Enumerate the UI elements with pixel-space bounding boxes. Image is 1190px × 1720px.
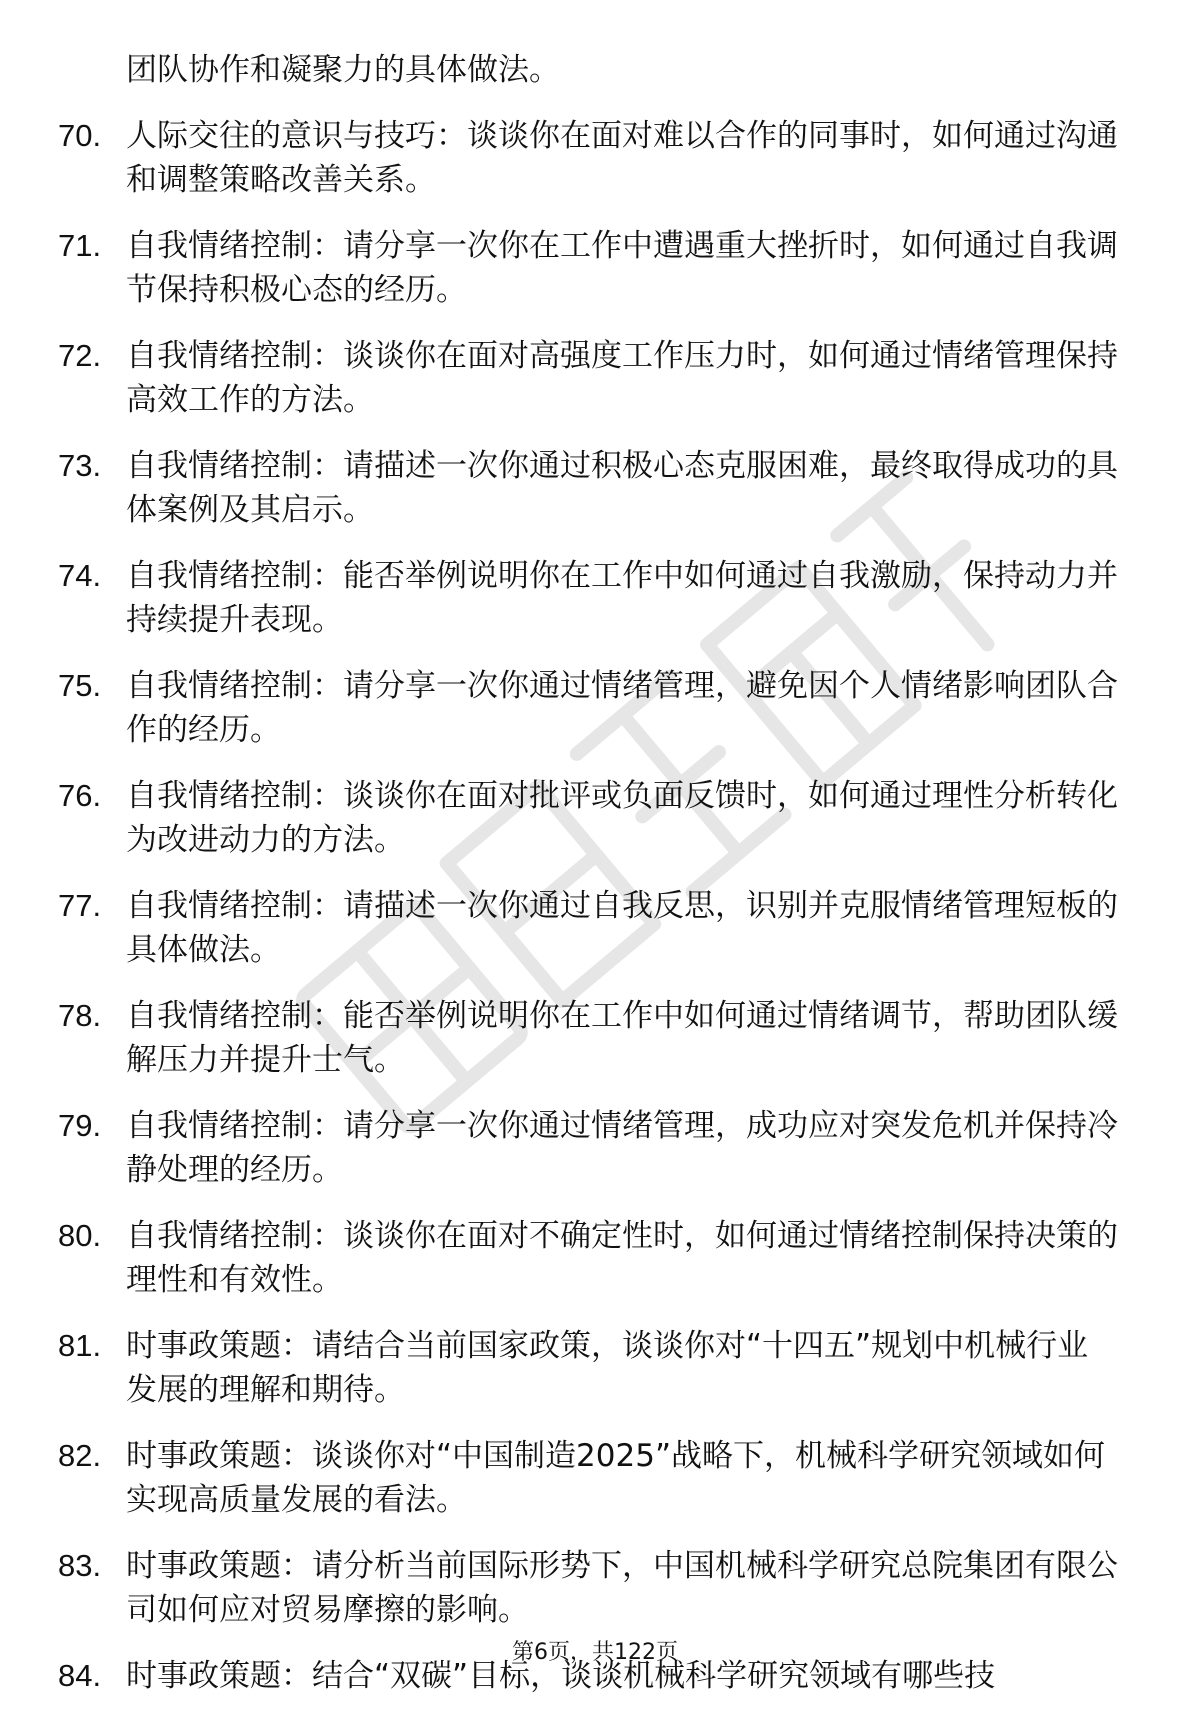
item-text: 自我情绪控制：请描述一次你通过自我反思，识别并克服情绪管理短板的具体做法。 <box>126 888 1118 968</box>
item-text: 自我情绪控制：能否举例说明你在工作中如何通过自我激励，保持动力并持续提升表现。 <box>126 558 1118 638</box>
item-text: 时事政策题：谈谈你对“中国制造2025”战略下，机械科学研究领域如何实现高质量发展的看法。 <box>126 1438 1106 1518</box>
item-text: 自我情绪控制：请分享一次你通过情绪管理，避免因个人情绪影响团队合作的经历。 <box>126 668 1118 748</box>
item-text: 自我情绪控制：能否举例说明你在工作中如何通过情绪调节，帮助团队缓解压力并提升士气。 <box>126 998 1118 1078</box>
item-text: 时事政策题：请结合当前国家政策，谈谈你对“十四五”规划中机械行业发展的理解和期待。 <box>126 1328 1089 1408</box>
list-item <box>58 884 1118 972</box>
item-number: 73. <box>58 448 102 483</box>
list-item <box>58 1324 1118 1412</box>
question-list <box>58 48 1118 1720</box>
item-text: 自我情绪控制：谈谈你在面对批评或负面反馈时，如何通过理性分析转化为改进动力的方法。 <box>126 778 1118 858</box>
page-footer: 第6页，共122页 <box>512 1640 678 1665</box>
item-text: 自我情绪控制：谈谈你在面对不确定性时，如何通过情绪控制保持决策的理性和有效性。 <box>126 1218 1118 1298</box>
list-item <box>58 554 1118 642</box>
item-text: 自我情绪控制：请描述一次你通过积极心态克服困难，最终取得成功的具体案例及其启示。 <box>126 448 1118 528</box>
list-item <box>58 224 1118 312</box>
item-number: 77. <box>58 888 102 923</box>
item-text: 自我情绪控制：请分享一次你通过情绪管理，成功应对突发危机并保持冷静处理的经历。 <box>126 1108 1118 1188</box>
list-item <box>58 444 1118 532</box>
item-text: 人际交往的意识与技巧：谈谈你在面对难以合作的同事时，如何通过沟通和调整策略改善关系。 <box>126 118 1118 198</box>
item-text: 自我情绪控制：请分享一次你在工作中遭遇重大挫折时，如何通过自我调节保持积极心态的经历。 <box>126 228 1118 308</box>
list-item <box>58 1544 1118 1632</box>
item-text: 自我情绪控制：谈谈你在面对高强度工作压力时，如何通过情绪管理保持高效工作的方法。 <box>126 338 1118 418</box>
list-item <box>58 774 1118 862</box>
item-number: 80. <box>58 1218 102 1253</box>
list-item <box>58 664 1118 752</box>
list-item <box>58 334 1118 422</box>
item-number: 76. <box>58 778 102 813</box>
item-number: 75. <box>58 668 102 703</box>
list-item <box>58 994 1118 1082</box>
item-number: 84. <box>58 1658 102 1693</box>
item-text: 时事政策题：结合“双碳”目标，谈谈机械科学研究领域有哪些技 <box>126 1658 996 1694</box>
continued-text: 团队协作和凝聚力的具体做法。 <box>126 52 560 88</box>
item-number: 79. <box>58 1108 102 1143</box>
list-item <box>58 1104 1118 1192</box>
item-number: 74. <box>58 558 102 593</box>
item-number: 72. <box>58 338 102 373</box>
list-item <box>58 1434 1118 1522</box>
list-item <box>58 1214 1118 1302</box>
item-number: 81. <box>58 1328 102 1363</box>
item-number: 83. <box>58 1548 102 1583</box>
item-number: 70. <box>58 118 102 153</box>
list-item <box>58 114 1118 202</box>
item-number: 71. <box>58 228 102 263</box>
item-text: 时事政策题：请分析当前国际形势下，中国机械科学研究总院集团有限公司如何应对贸易摩擦的影响。 <box>126 1548 1118 1628</box>
item-number: 78. <box>58 998 102 1033</box>
item-number: 82. <box>58 1438 102 1473</box>
